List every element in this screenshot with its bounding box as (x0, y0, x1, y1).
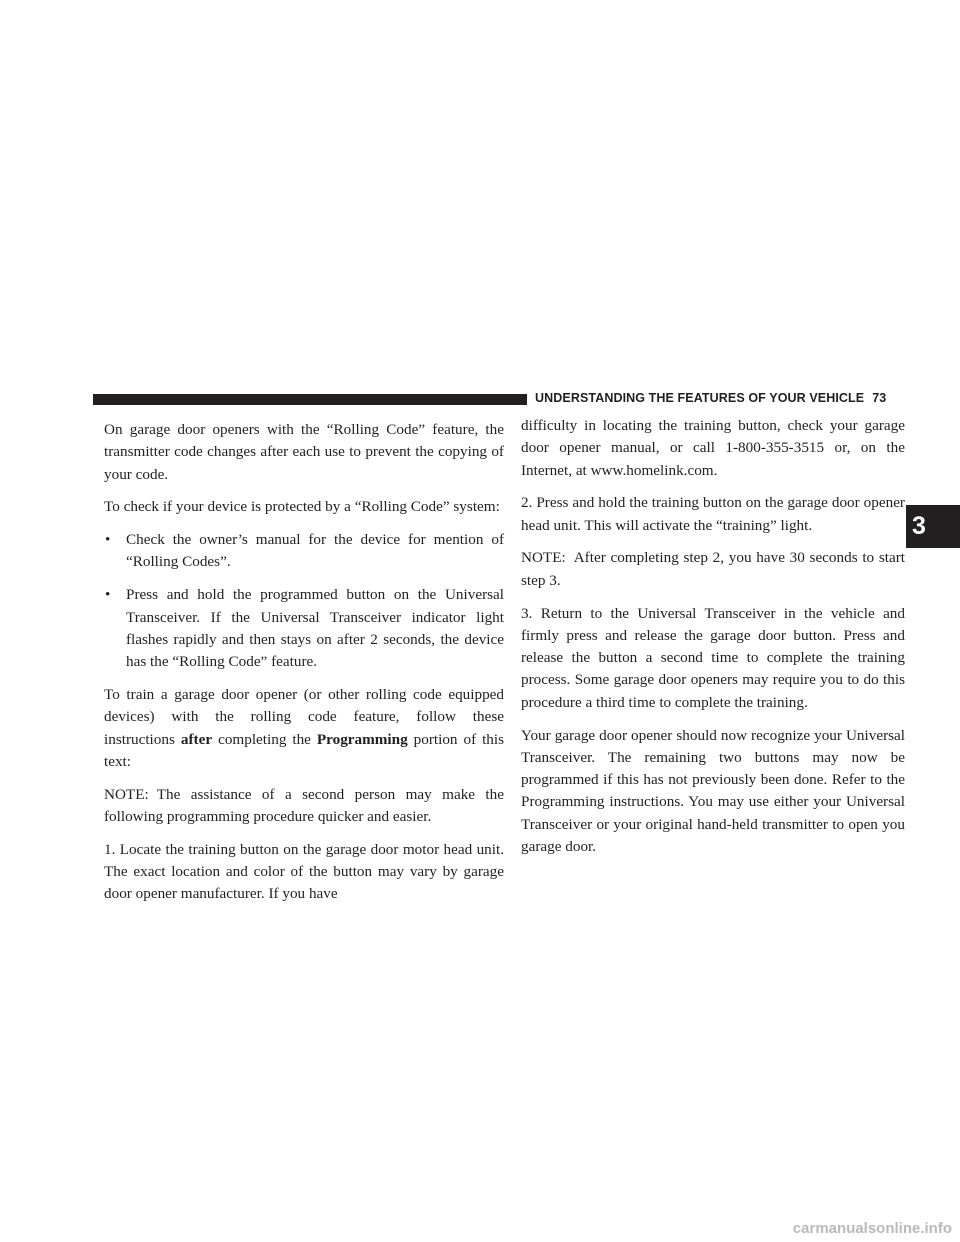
list-item (104, 529, 504, 574)
bullet-text: Press and hold the programmed button on the Universal Transceiver. If the Universal Transceiver indicator light flashes rapidly and then stays on after 2 seconds, the device has the “Rolling Code” feature. (126, 586, 504, 671)
bullet-glyph: • (105, 531, 111, 549)
bold-programming: Programming (316, 730, 408, 748)
running-header (535, 391, 907, 405)
step-1: 1. Locate the training button on the garage door motor head unit. The exact location and color of the button may vary by garage door opener manufacturer. If you have (104, 840, 504, 903)
paragraph-check-device: To check if your device is protected by a “Rolling Code” system: (104, 498, 500, 516)
note-label: NOTE: (521, 549, 566, 567)
step-3: 3. Return to the Universal Transceiver in the vehicle and firmly press and release the garage door button. Press and release the button a second time to complete the training process. Some garage door openers may require you to do this procedure a third time to complete the training. (521, 604, 905, 711)
note-text: The assistance of a second person may make the following programming procedure quicker and easier. (104, 785, 504, 825)
note-paragraph (104, 784, 504, 829)
paragraph-rolling-code: On garage door openers with the “Rolling Code” feature, the transmitter code changes after each use to prevent the copying of your code. (104, 421, 504, 483)
page-number: 73 (872, 391, 887, 405)
paragraph-recognize: Your garage door opener should now recognize your Universal Transceiver. The remaining two buttons may now be programmed if this has not previously been done. Refer to the Programming instructions. You may use either your Universal Transceiver or your original hand-held transmitter to open you garage door. (521, 726, 905, 856)
header-rule (93, 394, 527, 405)
note-paragraph (521, 547, 905, 592)
text-run: completing the (218, 730, 311, 748)
bullet-glyph: • (105, 586, 111, 604)
text-run: portion of this text: (104, 730, 505, 770)
step-2: 2. Press and hold the training button on the garage door opener head unit. This will activate the “training” light. (521, 494, 905, 534)
left-column (104, 419, 504, 916)
bold-after: after (180, 730, 213, 748)
right-column (521, 415, 905, 869)
section-tab: 3 (906, 505, 960, 548)
step-1-continued: difficulty in locating the training button, check your garage door opener manual, or call 1-800-355-3515 or, on the Internet, at www.homelink.com. (521, 417, 905, 479)
paragraph-train-opener (104, 684, 504, 773)
note-label: NOTE: (104, 785, 149, 803)
list-item (104, 584, 504, 673)
bullet-text: Check the owner’s manual for the device for mention of “Rolling Codes”. (126, 531, 504, 571)
watermark: carmanualsonline.info (792, 1220, 952, 1237)
note-text: After completing step 2, you have 30 seconds to start step 3. (521, 549, 905, 589)
header-title: UNDERSTANDING THE FEATURES OF YOUR VEHICLE (535, 391, 865, 405)
text-run: To train a garage door opener (or other rolling code equipped devices) with the rolling code feature, follow these instructions (104, 685, 504, 748)
